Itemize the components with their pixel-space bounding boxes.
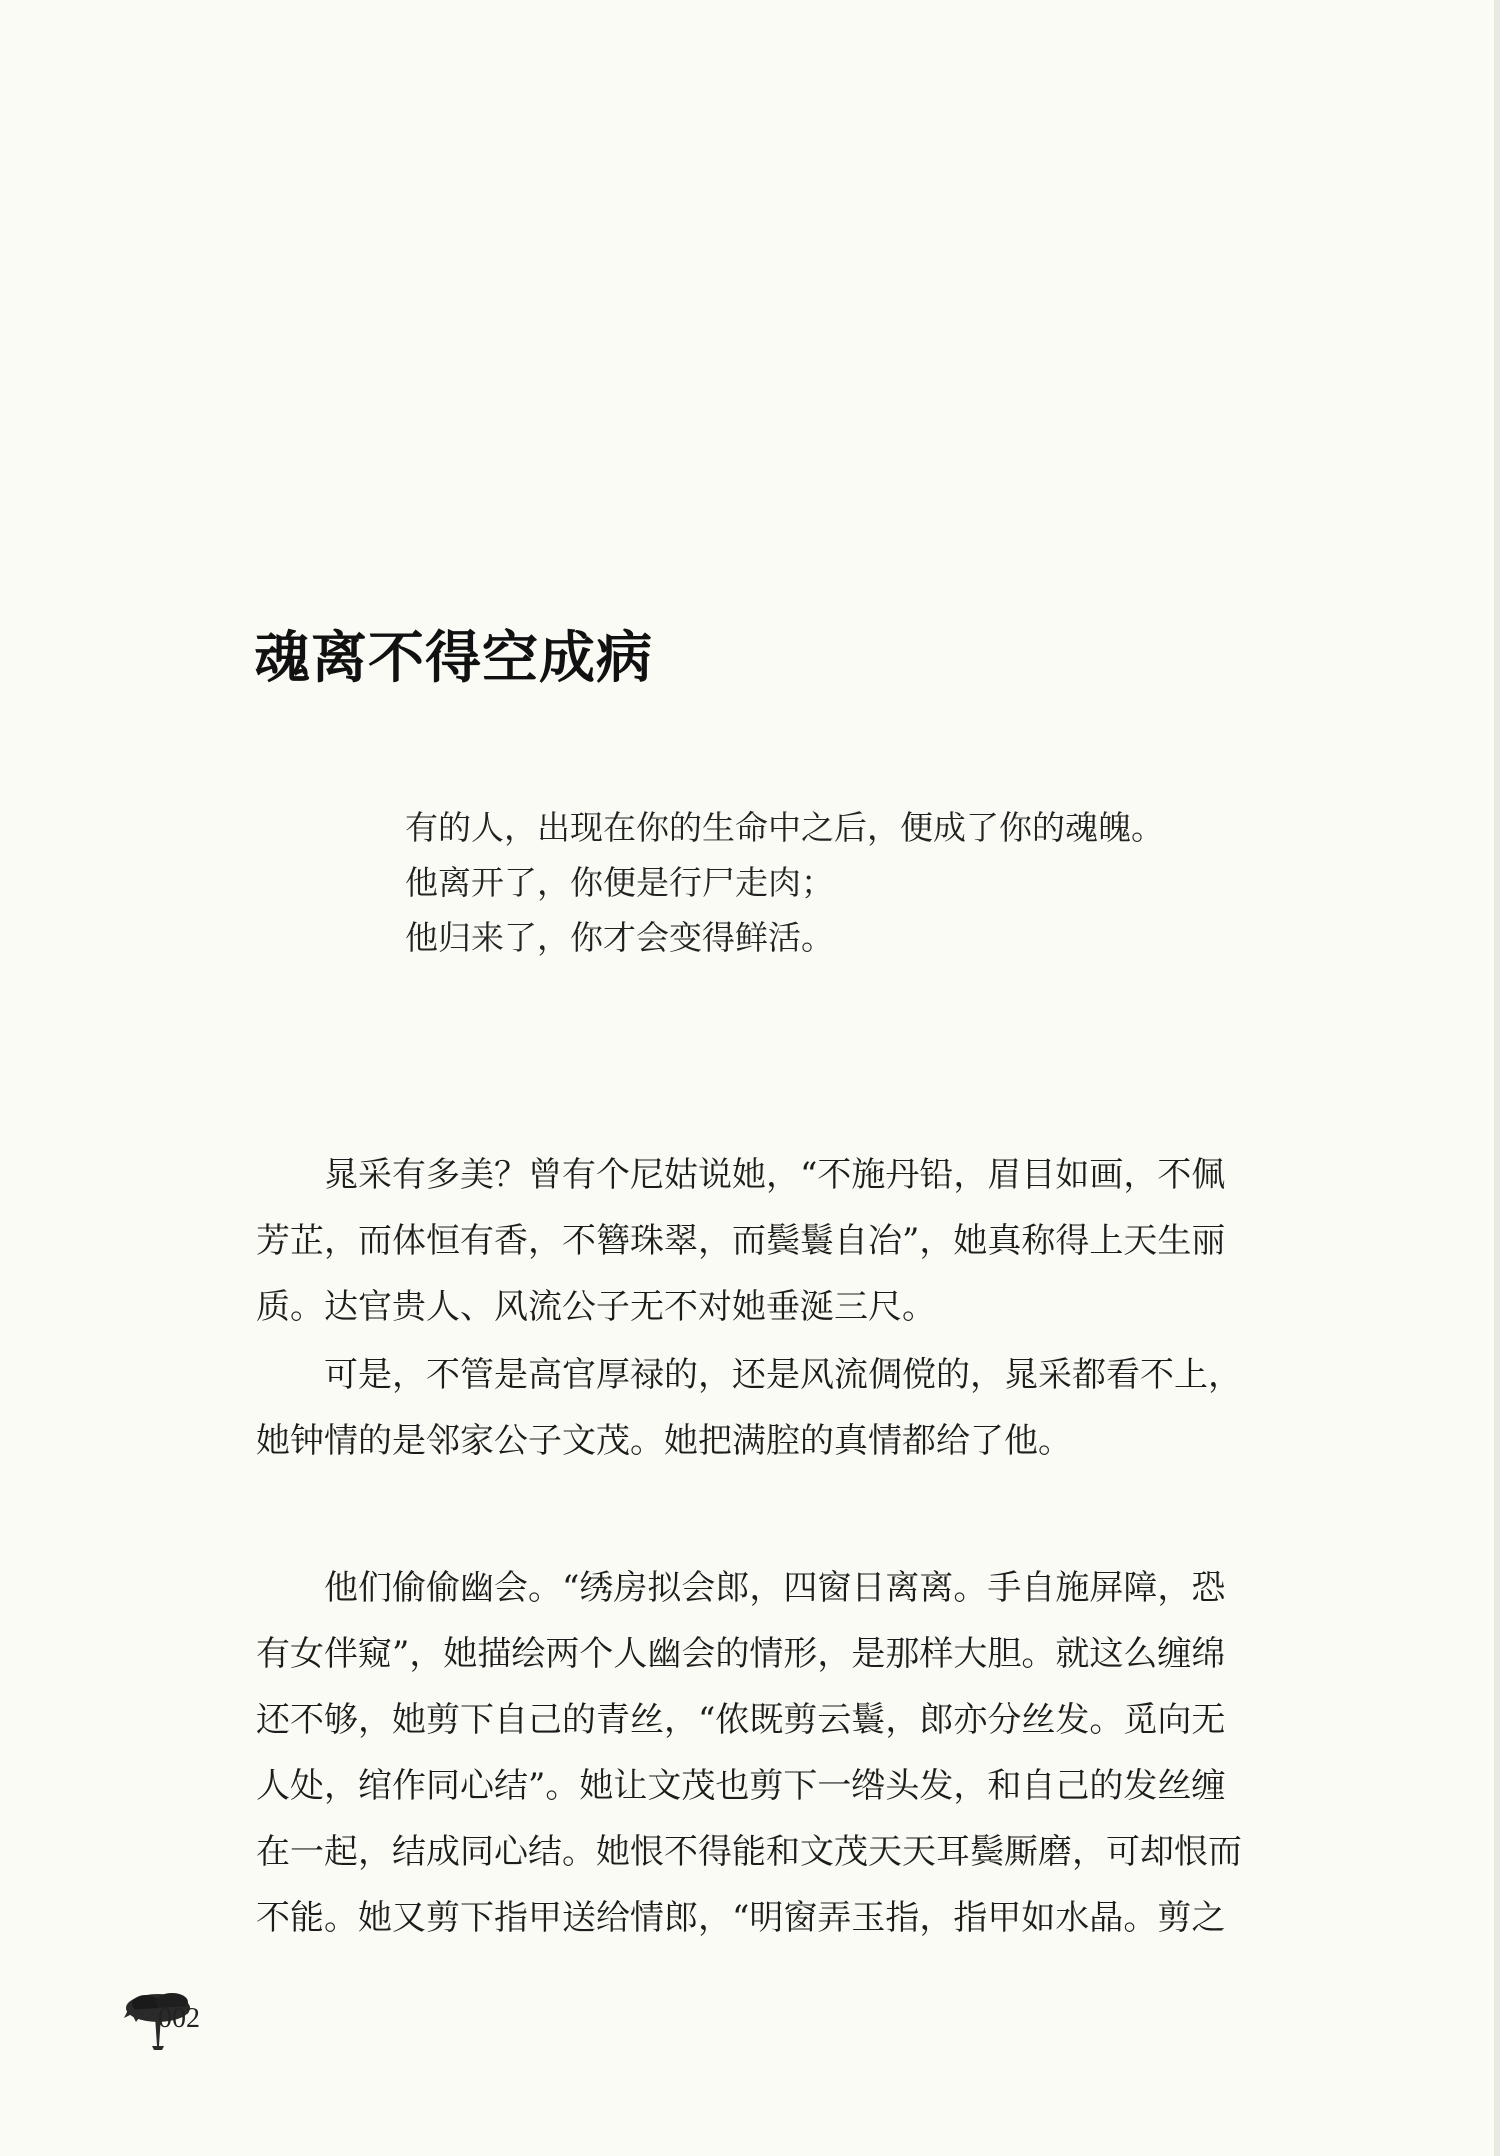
- page-edge-shadow: [1494, 0, 1500, 2156]
- body-paragraph: [256, 1342, 1356, 1474]
- paragraph-line: 晁采有多美？曾有个尼姑说她，“不施丹铅，眉目如画，不佩: [324, 1155, 1226, 1195]
- paragraph-line: 质。达官贵人、风流公子无不对她垂涎三尺。: [256, 1287, 936, 1327]
- paragraph-line: 还不够，她剪下自己的青丝，“侬既剪云鬟，郎亦分丝发。觅向无: [256, 1700, 1226, 1740]
- paragraph-line: 芳芷，而体恒有香，不簪珠翠，而鬓鬟自冶”，她真称得上天生丽: [256, 1221, 1226, 1261]
- paragraph-line: 有女伴窥”，她描绘两个人幽会的情形，是那样大胆。就这么缠绵: [256, 1634, 1226, 1674]
- paragraph-line: 人处，绾作同心结”。她让文茂也剪下一绺头发，和自己的发丝缠: [256, 1766, 1226, 1806]
- epigraph-line: 有的人，出现在你的生命中之后，便成了你的魂魄。: [405, 808, 1164, 847]
- chapter-title: 魂离不得空成病: [254, 625, 653, 691]
- body-paragraph: [256, 1555, 1356, 1951]
- paragraph-line: 不能。她又剪下指甲送给情郎，“明窗弄玉指，指甲如水晶。剪之: [256, 1898, 1226, 1938]
- epigraph-line: 他归来了，你才会变得鲜活。: [405, 918, 834, 957]
- page-number: 002: [158, 2003, 200, 2034]
- epigraph: [405, 800, 1164, 965]
- paragraph-line: 可是，不管是高官厚禄的，还是风流倜傥的，晁采都看不上，: [324, 1355, 1242, 1395]
- body-paragraph: [256, 1142, 1356, 1340]
- paragraph-line: 她钟情的是邻家公子文茂。她把满腔的真情都给了他。: [256, 1421, 1072, 1461]
- paragraph-line: 在一起，结成同心结。她恨不得能和文茂天天耳鬓厮磨，可却恨而: [256, 1832, 1242, 1872]
- paragraph-line: 他们偷偷幽会。“绣房拟会郎，四窗日离离。手自施屏障，恐: [324, 1568, 1226, 1608]
- epigraph-line: 他离开了，你便是行尸走肉；: [405, 863, 834, 902]
